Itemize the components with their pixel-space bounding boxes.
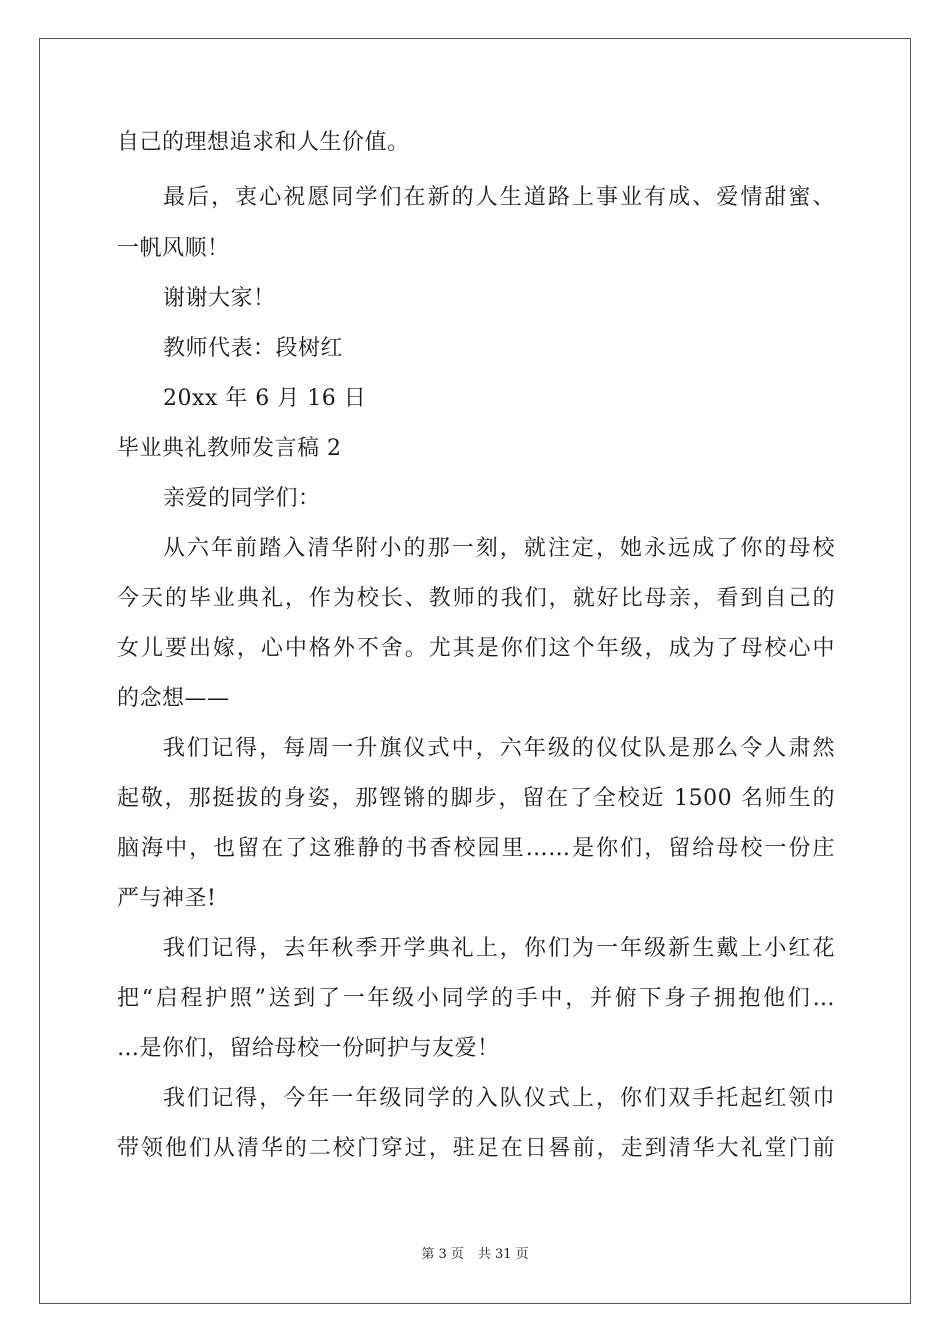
text-line: 我们记得，每周一升旗仪式中，六年级的仪仗队是那么令人肃然 [163,736,835,761]
page-border [39,38,911,1304]
text-line: …是你们，留给母校一份呵护与友爱！ [117,1036,500,1061]
page-number: 第 3 页 [421,1247,464,1262]
text-line: 自己的理想追求和人生价值。 [117,130,410,155]
text-line: 谢谢大家！ [163,286,276,311]
text-line: 最后，衷心祝愿同学们在新的人生道路上事业有成、爱情甜蜜、 [163,185,835,210]
text-line: 带领他们从清华的二校门穿过，驻足在日晷前，走到清华大礼堂门前 [117,1136,835,1161]
text-line: 一帆风顺！ [117,236,230,261]
text-line: 教师代表：段树红 [163,336,344,361]
text-line: 我们记得，去年秋季开学典礼上，你们为一年级新生戴上小红花 [163,936,835,961]
text-line: 我们记得，今年一年级同学的入队仪式上，你们双手托起红领巾 [163,1086,835,1111]
page-footer [0,1246,950,1264]
text-line: 今天的毕业典礼，作为校长、教师的我们，就好比母亲，看到自己的 [117,586,835,611]
text-line: 严与神圣! [117,886,217,911]
date-line: 20xx 年 6 月 16 日 [163,386,367,411]
text-line: 女儿要出嫁，心中格外不舍。尤其是你们这个年级，成为了母校心中 [117,636,835,661]
page-total: 共 31 页 [477,1247,529,1262]
text-line: 起敬，那挺拔的身姿，那铿锵的脚步，留在了全校近 1500 名师生的 [117,786,835,811]
text-line: 的念想—— [117,686,230,711]
text-line: 脑海中，也留在了这雅静的书香校园里……是你们，留给母校一份庄 [117,836,835,861]
salutation: 亲爱的同学们： [163,486,321,511]
section-title: 毕业典礼教师发言稿 2 [117,436,342,461]
text-line: 从六年前踏入清华附小的那一刻，就注定，她永远成了你的母校 [163,536,835,561]
text-line: 把“启程护照”送到了一年级小同学的手中，并俯下身子拥抱他们… [117,986,835,1011]
